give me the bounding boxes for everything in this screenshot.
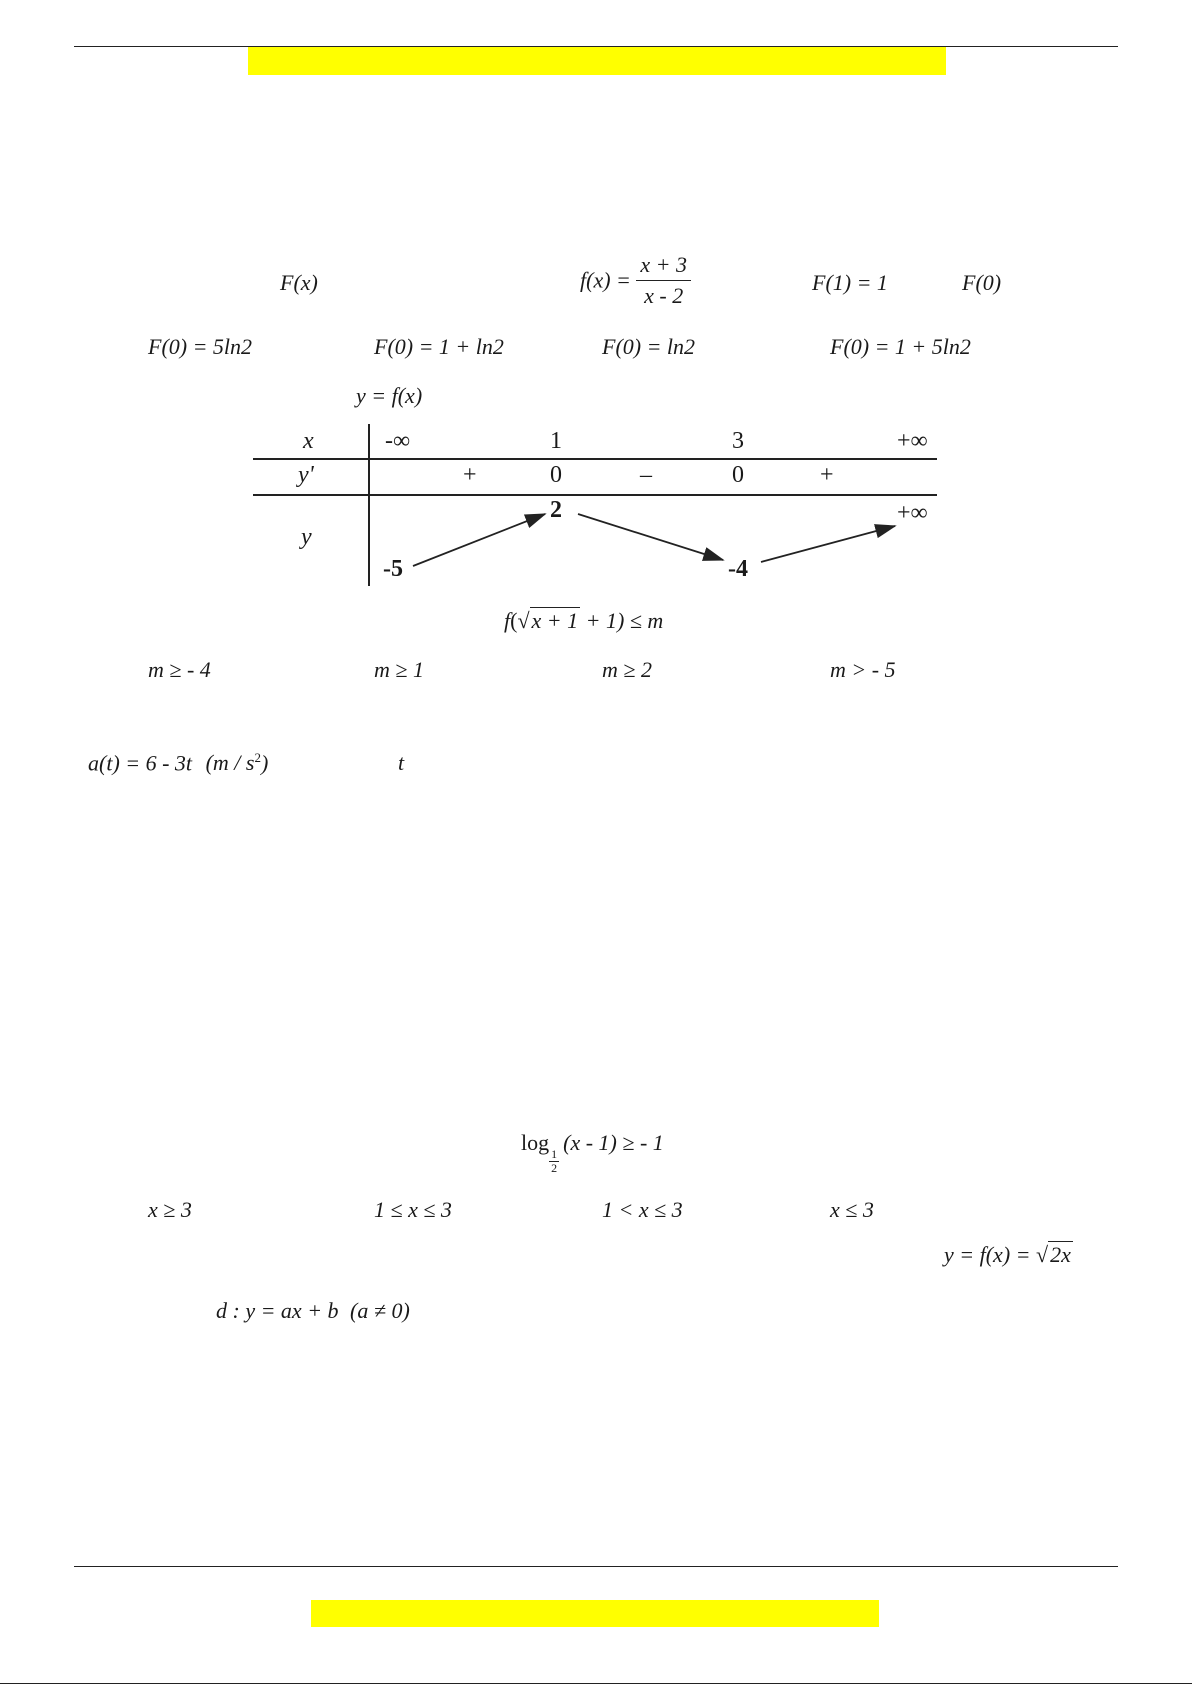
sign-3: +: [820, 462, 834, 488]
x-value-pos-inf: +∞: [897, 428, 928, 454]
q4-log-argument: (x - 1) ≥ - 1: [563, 1130, 664, 1155]
q4-option-b[interactable]: 1 ≤ x ≤ 3: [374, 1197, 452, 1222]
arrow-increase-2: [761, 526, 895, 562]
q4-log: log: [521, 1130, 550, 1155]
q1-integrand: [580, 250, 691, 311]
arrow-decrease: [578, 514, 723, 560]
q2-ineq-f: f: [504, 608, 511, 633]
q3-unit: (m / s: [205, 750, 255, 776]
footer-rule: [74, 1566, 1118, 1567]
sign-zero-2: 0: [732, 462, 744, 488]
q4-log-base: [549, 1148, 559, 1175]
y-value-start: -5: [383, 556, 403, 582]
arrow-increase-1: [413, 514, 545, 566]
q2-ineq-paren: (: [510, 608, 518, 633]
q2-inequality: f(√x + 1 + 1) ≤ m: [504, 608, 664, 633]
x-value-3: 3: [732, 428, 744, 454]
q5-func-radicand: 2x: [1050, 1242, 1071, 1267]
q4-log-inequality: [521, 1130, 664, 1175]
q1-fraction: [636, 250, 691, 311]
q4-option-d[interactable]: x ≤ 3: [830, 1197, 874, 1222]
q2-option-b[interactable]: m ≥ 1: [374, 657, 424, 682]
q4-option-a[interactable]: x ≥ 3: [148, 1197, 192, 1222]
q1-antiderivative-F: F(x): [280, 270, 318, 295]
y-value-end: +∞: [897, 500, 928, 526]
q3-time-var: t: [398, 750, 405, 775]
q4-option-c[interactable]: 1 < x ≤ 3: [602, 1197, 683, 1222]
q4-base-denominator: 2: [551, 1161, 558, 1175]
q1-option-b[interactable]: F(0) = 1 + ln2: [374, 334, 504, 359]
q5-line: [216, 1298, 410, 1324]
q3-acceleration: [88, 750, 268, 776]
q3-unit-close: ): [260, 750, 269, 776]
y-value-min: -4: [728, 556, 748, 582]
q1-ask: F(0): [962, 270, 1002, 295]
footer-highlight-band: [311, 1600, 879, 1627]
row-label-x: x: [303, 428, 314, 454]
q1-option-c[interactable]: F(0) = ln2: [602, 334, 696, 359]
variation-table: [253, 424, 937, 586]
q3-unit-exponent: 2: [254, 750, 261, 765]
q1-fraction-denominator: x - 2: [644, 283, 684, 308]
sign-zero-1: 0: [550, 462, 562, 488]
q2-option-d[interactable]: m > - 5: [830, 657, 896, 682]
q2-function: y = f(x): [356, 383, 423, 408]
q2-option-a[interactable]: m ≥ - 4: [148, 657, 211, 682]
q5-line-condition: (a ≠ 0): [350, 1298, 410, 1323]
q1-option-d[interactable]: F(0) = 1 + 5ln2: [830, 334, 971, 359]
sign-2: –: [640, 462, 652, 488]
q2-option-c[interactable]: m ≥ 2: [602, 657, 652, 682]
q5-func-lhs: y = f(x) =: [944, 1242, 1031, 1267]
q1-fraction-numerator: x + 3: [636, 250, 691, 281]
sign-1: +: [463, 462, 477, 488]
row-label-y: y: [301, 524, 312, 550]
q1-condition: F(1) = 1: [812, 270, 888, 295]
page-bottom-rule: [0, 1683, 1192, 1684]
q5-function: y = f(x) = √2x: [944, 1242, 1071, 1267]
variation-arrows: [253, 424, 937, 586]
q2-ineq-radicand: x + 1: [531, 608, 579, 633]
q1-f-lhs: f(x) =: [580, 267, 631, 293]
q3-accel-expr: a(t) = 6 - 3t: [88, 750, 193, 776]
q5-line-eq: d : y = ax + b: [216, 1298, 339, 1323]
x-value-1: 1: [550, 428, 562, 454]
row-label-yprime: y': [298, 462, 314, 488]
q1-option-a[interactable]: F(0) = 5ln2: [148, 334, 253, 359]
q4-base-numerator: 1: [551, 1147, 558, 1161]
y-value-max: 2: [550, 497, 562, 523]
x-value-neg-inf: -∞: [385, 428, 411, 454]
header-highlight-band: [248, 47, 946, 75]
q2-ineq-rest: + 1) ≤ m: [585, 608, 664, 633]
